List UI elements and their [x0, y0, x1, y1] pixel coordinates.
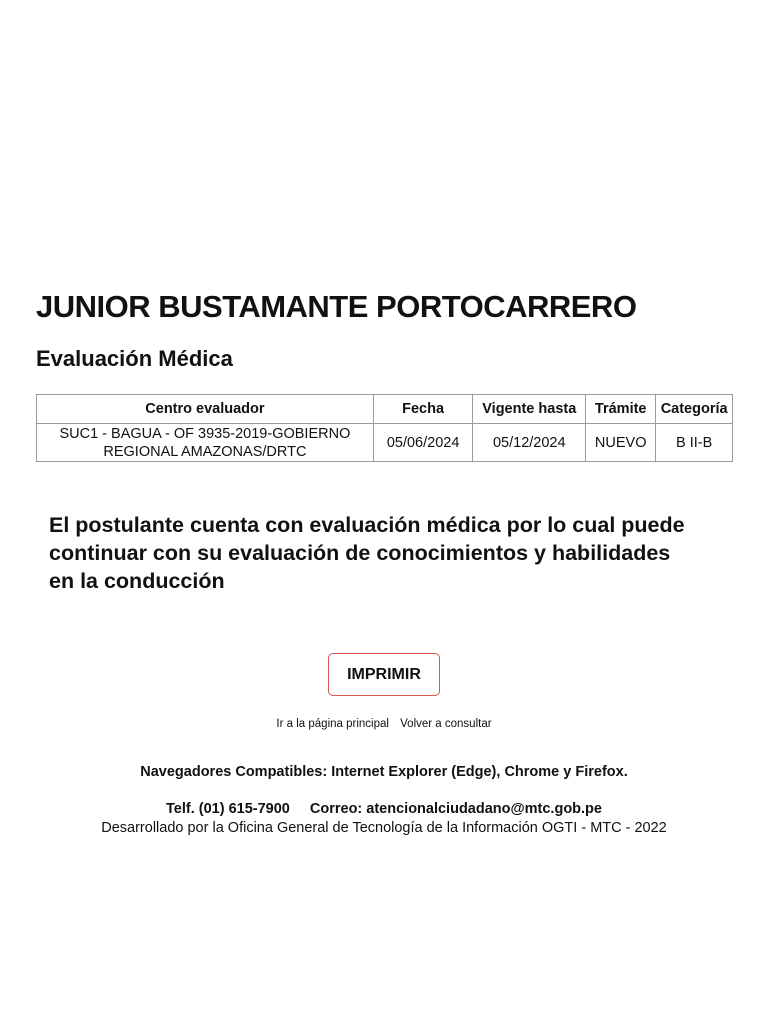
nav-links [0, 718, 768, 730]
column-header-categoria: Categoría [656, 395, 733, 424]
column-header-vigente: Vigente hasta [473, 395, 586, 424]
cell-centro-line1: SUC1 - BAGUA - OF 3935-2019-GOBIERNO [59, 425, 351, 442]
cell-fecha: 05/06/2024 [373, 424, 473, 462]
footer-email: Correo: atencionalciudadano@mtc.gob.pe [309, 801, 602, 817]
retry-link[interactable]: Volver a consultar [400, 718, 492, 730]
footer-contact [0, 801, 768, 817]
cell-categoria: B II-B [656, 424, 733, 462]
cell-vigente-hasta: 05/12/2024 [473, 424, 586, 462]
table-header-row [37, 395, 733, 424]
table-row [37, 424, 733, 462]
column-header-fecha: Fecha [373, 395, 473, 424]
column-header-centro: Centro evaluador [37, 395, 374, 424]
footer-browsers: Navegadores Compatibles: Internet Explorer (Edge), Chrome y Firefox. [140, 764, 628, 780]
status-message: El postulante cuenta con evaluación médica por lo cual puede continuar con su evaluación de conocimientos y habilidades en la conducción [49, 513, 685, 593]
cell-centro-line2: REGIONAL AMAZONAS/DRTC [103, 443, 307, 460]
applicant-name: JUNIOR BUSTAMANTE PORTOCARRERO [36, 289, 637, 324]
cell-centro [37, 424, 374, 462]
footer-phone: Telf. (01) 615-7900 [166, 801, 290, 817]
column-header-tramite: Trámite [586, 395, 656, 424]
home-link[interactable]: Ir a la página principal [276, 718, 389, 730]
print-button[interactable]: IMPRIMIR [328, 653, 440, 696]
evaluation-table [36, 394, 733, 462]
cell-tramite: NUEVO [586, 424, 656, 462]
section-title: Evaluación Médica [36, 346, 233, 371]
footer-credits: Desarrollado por la Oficina General de Tecnología de la Información OGTI - MTC - 2022 [101, 820, 667, 836]
